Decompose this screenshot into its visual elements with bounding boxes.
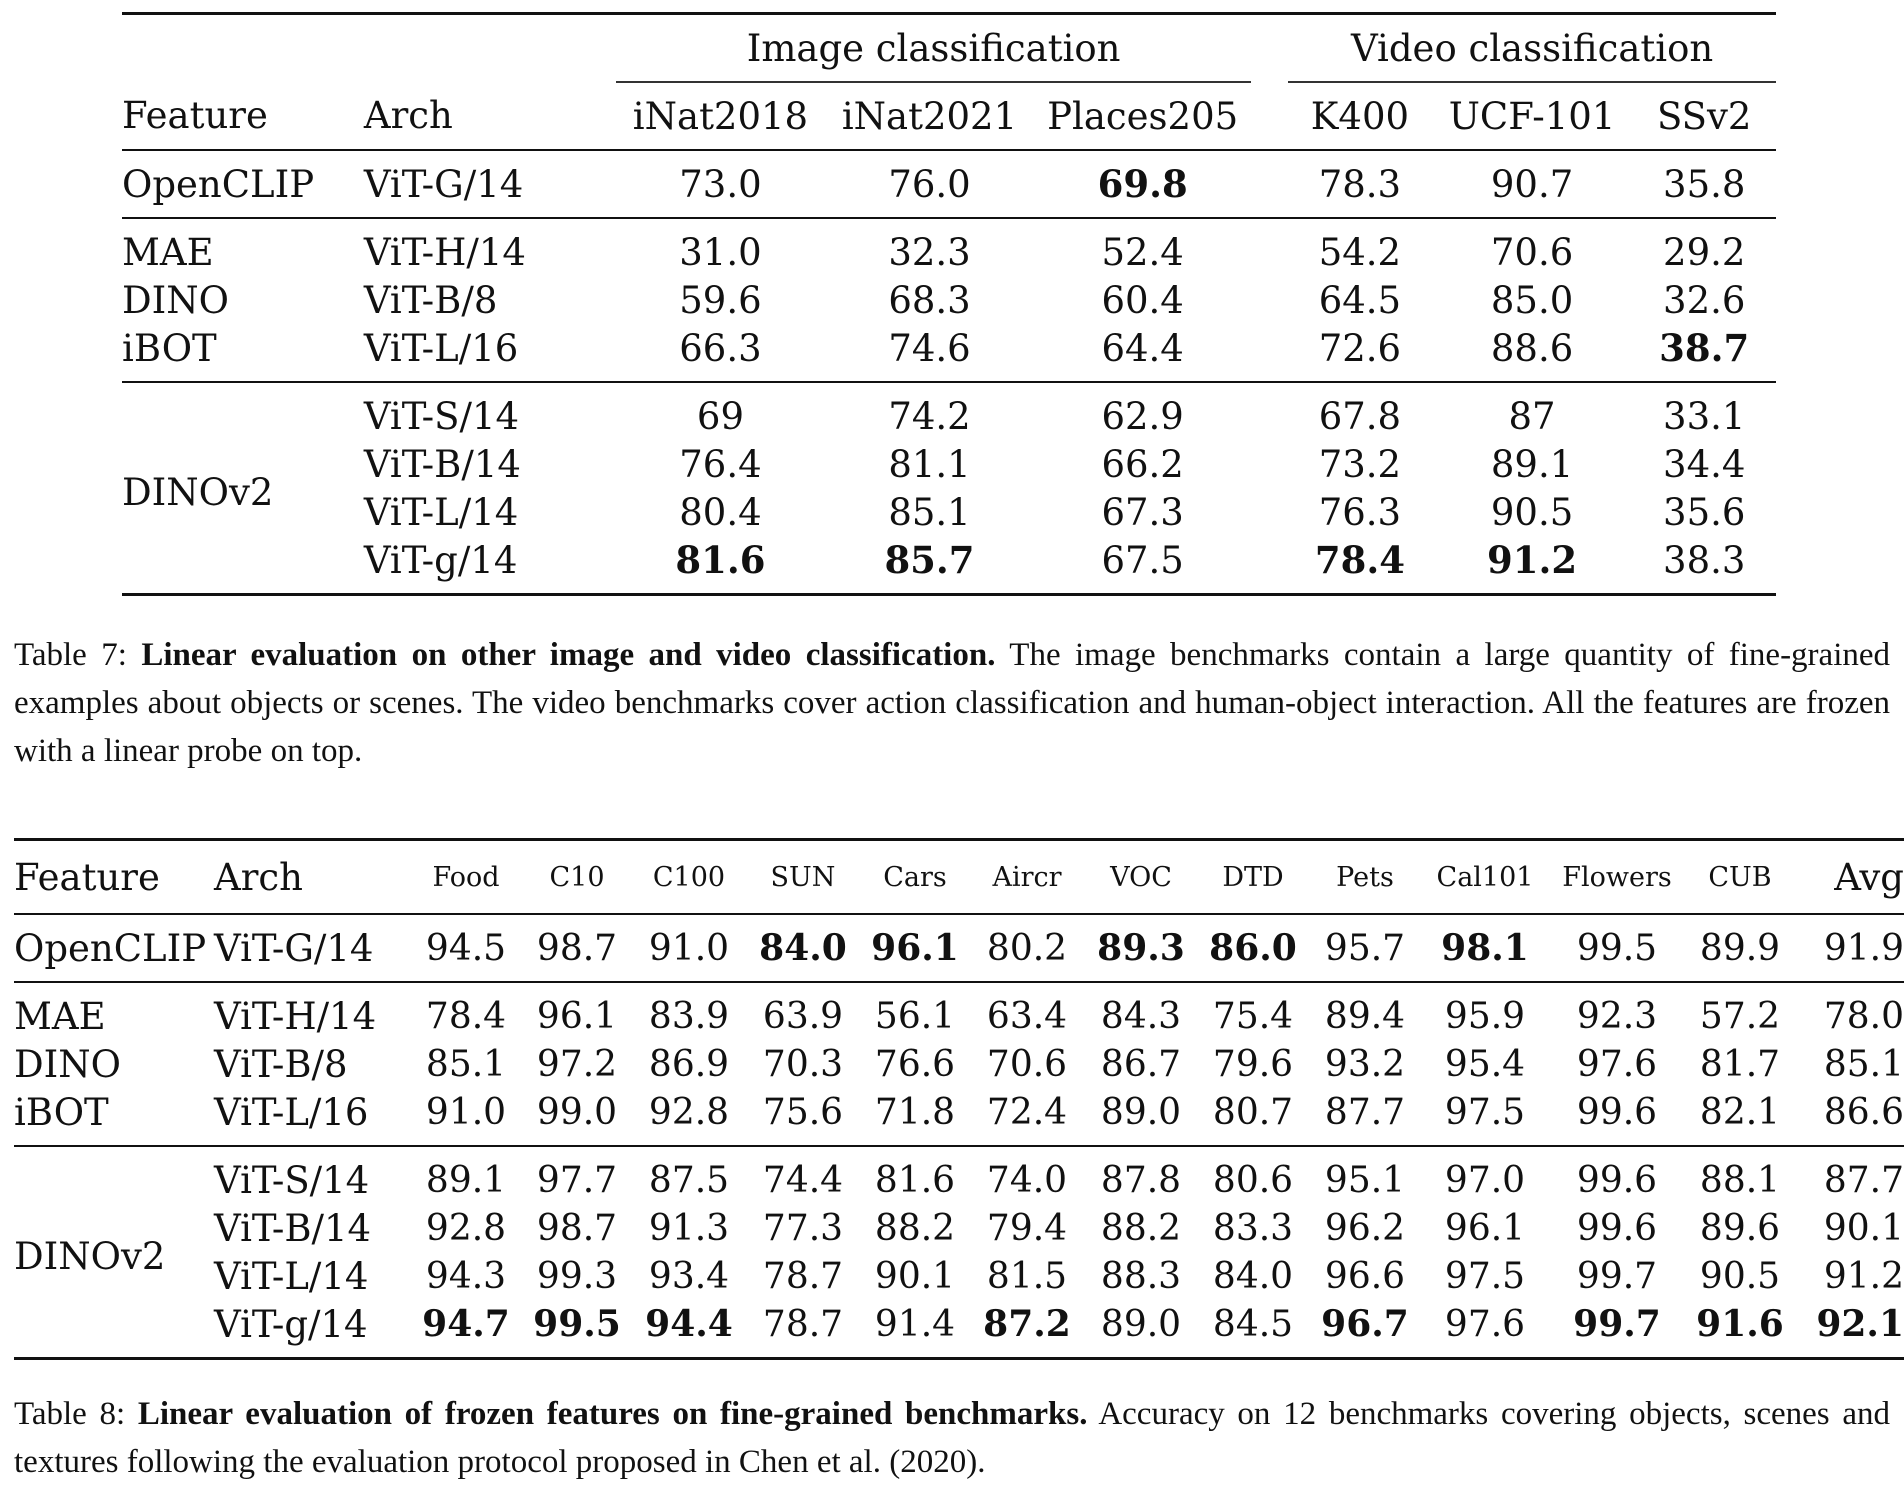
row-value: 66.3 [679, 326, 762, 370]
row-value: 73.2 [1318, 442, 1402, 486]
row-value: 98.7 [536, 1207, 618, 1249]
row-value: 71.8 [874, 1091, 956, 1133]
row-value: 87 [1508, 394, 1556, 438]
column-header-food: Food [432, 861, 500, 893]
row-value: 38.7 [1659, 326, 1750, 370]
row-value: 96.2 [1324, 1207, 1406, 1249]
row-value: 34.4 [1663, 442, 1746, 486]
row-value: 90.1 [1823, 1207, 1904, 1249]
row-value: 87.7 [1823, 1159, 1904, 1201]
row-value: 99.6 [1576, 1207, 1658, 1249]
caption-label: Table 8: [14, 1396, 138, 1432]
row-value: 80.6 [1212, 1159, 1294, 1201]
row-value: 32.6 [1663, 278, 1746, 322]
table-row [14, 1300, 1904, 1359]
row-value: 33.1 [1663, 394, 1746, 438]
row-value: 32.3 [888, 230, 971, 274]
column-header-sun: SUN [770, 861, 836, 893]
row-value: 84.5 [1212, 1303, 1294, 1345]
table-7-body [122, 150, 1776, 595]
table-row [122, 488, 1776, 536]
row-value: 83.9 [648, 995, 730, 1037]
row-value: 79.6 [1212, 1043, 1294, 1085]
row-value: 82.1 [1699, 1091, 1781, 1133]
row-value: 78.3 [1318, 162, 1402, 206]
row-value: 76.3 [1318, 490, 1402, 534]
row-value: 97.6 [1444, 1303, 1526, 1345]
column-header-c100: C100 [652, 861, 726, 893]
table-8-body [14, 914, 1904, 1359]
row-value: 90.7 [1490, 162, 1574, 206]
row-value: 98.1 [1441, 927, 1529, 969]
row-value: 78.4 [425, 995, 507, 1037]
row-value: 85.0 [1490, 278, 1574, 322]
table-row [122, 276, 1776, 324]
row-value: 54.2 [1318, 230, 1402, 274]
row-value: 52.4 [1101, 230, 1184, 274]
row-value: 78.0 [1823, 995, 1904, 1037]
row-value: 29.2 [1663, 230, 1746, 274]
caption-label: Table 7: [14, 637, 142, 673]
row-value: 67.3 [1101, 490, 1184, 534]
table-row [14, 1040, 1904, 1088]
row-value: 94.7 [422, 1303, 510, 1345]
row-value: 89.4 [1324, 995, 1406, 1037]
table-row [122, 536, 1776, 595]
column-header-pets: Pets [1336, 861, 1394, 893]
row-value: 80.7 [1212, 1091, 1294, 1133]
row-value: 56.1 [874, 995, 956, 1037]
row-value: 99.0 [536, 1091, 618, 1133]
row-value: 84.0 [759, 927, 847, 969]
table-7 [122, 12, 1776, 596]
row-value: 67.8 [1318, 394, 1402, 438]
row-value: 75.4 [1212, 995, 1294, 1037]
row-value: 95.7 [1324, 927, 1406, 969]
row-feature: MAE [14, 994, 106, 1038]
row-value: 88.6 [1490, 326, 1574, 370]
column-header-avg: Avg [1834, 855, 1904, 899]
column-header-flowers: Flowers [1562, 861, 1672, 893]
table-7-column-header-row [122, 82, 1776, 150]
row-value: 74.2 [888, 394, 971, 438]
row-value: 35.8 [1663, 162, 1746, 206]
row-feature: DINO [14, 1042, 121, 1086]
row-value: 81.7 [1699, 1043, 1781, 1085]
row-value: 85.1 [888, 490, 971, 534]
table-row [14, 914, 1904, 982]
row-value: 76.0 [888, 162, 971, 206]
row-arch: ViT-S/14 [214, 1158, 370, 1202]
row-value: 99.7 [1573, 1303, 1661, 1345]
row-arch: ViT-G/14 [363, 162, 524, 206]
table-row [122, 382, 1776, 440]
row-value: 67.5 [1101, 538, 1184, 582]
row-value: 91.4 [874, 1303, 956, 1345]
row-value: 87.7 [1324, 1091, 1406, 1133]
table-8-caption [14, 1390, 1890, 1486]
row-value: 91.9 [1823, 927, 1904, 969]
row-arch: ViT-g/14 [214, 1302, 368, 1346]
row-value: 92.3 [1576, 995, 1658, 1037]
row-value: 89.3 [1097, 927, 1185, 969]
row-arch: ViT-B/14 [214, 1206, 372, 1250]
row-value: 73.0 [679, 162, 762, 206]
row-arch: ViT-H/14 [214, 994, 377, 1038]
row-value: 96.1 [871, 927, 959, 969]
row-value: 88.3 [1100, 1255, 1182, 1297]
column-gap [1251, 382, 1288, 440]
column-header-ucf101: UCF-101 [1448, 94, 1616, 138]
row-arch: ViT-B/8 [363, 278, 498, 322]
column-header-k400: K400 [1310, 94, 1410, 138]
row-value: 70.3 [762, 1043, 844, 1085]
table-7-caption [14, 631, 1890, 775]
row-value: 72.6 [1318, 326, 1402, 370]
row-feature: OpenCLIP [122, 162, 315, 206]
table-row [122, 324, 1776, 382]
row-value: 92.1 [1816, 1303, 1904, 1345]
row-value: 98.7 [536, 927, 618, 969]
row-value: 86.0 [1209, 927, 1297, 969]
row-value: 76.6 [874, 1043, 956, 1085]
row-value: 83.3 [1212, 1207, 1294, 1249]
row-arch: ViT-L/16 [363, 326, 519, 370]
row-value: 91.2 [1823, 1255, 1904, 1297]
row-value: 80.4 [679, 490, 762, 534]
row-value: 38.3 [1663, 538, 1746, 582]
row-feature: DINO [122, 278, 229, 322]
table-row [122, 150, 1776, 218]
column-header-inat2018: iNat2018 [632, 94, 809, 138]
row-value: 99.3 [536, 1255, 618, 1297]
row-value: 95.9 [1444, 995, 1526, 1037]
column-header-c10: C10 [549, 861, 605, 893]
caption-text: Accuracy on 12 benchmarks covering objects, scenes and textures following the evaluation protocol proposed in Chen et al. (2020). [14, 1396, 1890, 1480]
table-row [14, 982, 1904, 1040]
row-value: 90.5 [1699, 1255, 1781, 1297]
column-gap [1251, 218, 1288, 276]
column-header-arch: Arch [214, 855, 303, 899]
row-value: 78.4 [1314, 538, 1405, 582]
row-value: 76.4 [679, 442, 762, 486]
group-header-image-classification: Image classification [616, 14, 1251, 83]
row-value: 70.6 [986, 1043, 1068, 1085]
row-value: 95.1 [1324, 1159, 1406, 1201]
row-value: 74.4 [762, 1159, 844, 1201]
row-value: 89.1 [1490, 442, 1574, 486]
table-7-group-header-row [122, 14, 1776, 83]
column-header-inat2021: iNat2021 [841, 94, 1018, 138]
column-header-voc: VOC [1110, 861, 1172, 893]
row-value: 92.8 [648, 1091, 730, 1133]
row-value: 97.0 [1444, 1159, 1526, 1201]
row-value: 95.4 [1444, 1043, 1526, 1085]
row-value: 66.2 [1101, 442, 1184, 486]
row-value: 97.2 [536, 1043, 618, 1085]
column-header-cal101: Cal101 [1436, 861, 1534, 893]
column-header-aircr: Aircr [992, 861, 1062, 893]
row-value: 91.0 [425, 1091, 507, 1133]
row-arch: ViT-g/14 [363, 538, 518, 582]
row-value: 92.8 [425, 1207, 507, 1249]
table-row [122, 218, 1776, 276]
row-value: 69.8 [1097, 162, 1188, 206]
column-header-feature: Feature [14, 855, 160, 899]
column-gap [1251, 536, 1288, 595]
row-value: 78.7 [762, 1255, 844, 1297]
row-value: 89.1 [425, 1159, 507, 1201]
row-value: 68.3 [888, 278, 971, 322]
row-value: 93.2 [1324, 1043, 1406, 1085]
column-gap [1251, 324, 1288, 382]
row-value: 90.1 [874, 1255, 956, 1297]
column-header-dtd: DTD [1222, 861, 1284, 893]
row-arch: ViT-L/14 [363, 490, 519, 534]
column-gap [1251, 276, 1288, 324]
row-arch: ViT-L/14 [214, 1254, 369, 1298]
row-value: 81.6 [874, 1159, 956, 1201]
row-value: 96.7 [1321, 1303, 1409, 1345]
row-value: 91.0 [648, 927, 730, 969]
row-value: 87.5 [648, 1159, 730, 1201]
row-value: 89.0 [1100, 1303, 1182, 1345]
row-value: 96.1 [536, 995, 618, 1037]
row-value: 79.4 [986, 1207, 1068, 1249]
table-row [14, 1252, 1904, 1300]
row-value: 94.3 [425, 1255, 507, 1297]
row-value: 57.2 [1699, 995, 1781, 1037]
column-gap [1251, 488, 1288, 536]
row-feature: DINOv2 [122, 471, 274, 514]
row-value: 99.6 [1576, 1091, 1658, 1133]
row-value: 97.5 [1444, 1091, 1526, 1133]
row-value: 97.6 [1576, 1043, 1658, 1085]
row-value: 81.6 [675, 538, 766, 582]
row-value: 93.4 [648, 1255, 730, 1297]
row-value: 89.6 [1699, 1207, 1781, 1249]
table-row [14, 1204, 1904, 1252]
row-value: 77.3 [762, 1207, 844, 1249]
row-value: 69 [696, 394, 744, 438]
row-value: 99.5 [1576, 927, 1658, 969]
row-value: 74.6 [888, 326, 971, 370]
row-value: 99.5 [533, 1303, 621, 1345]
row-value: 84.3 [1100, 995, 1182, 1037]
row-feature: MAE [122, 230, 214, 274]
column-header-ssv2: SSv2 [1656, 94, 1752, 138]
row-value: 89.9 [1699, 927, 1781, 969]
row-value: 75.6 [762, 1091, 844, 1133]
row-value: 62.9 [1101, 394, 1184, 438]
row-value: 70.6 [1490, 230, 1574, 274]
table-8-column-header-row [14, 840, 1904, 915]
row-arch: ViT-B/14 [363, 442, 521, 486]
row-value: 91.6 [1696, 1303, 1784, 1345]
row-value: 84.0 [1212, 1255, 1294, 1297]
caption-title: Linear evaluation of frozen features on fine-grained benchmarks. [137, 1396, 1088, 1432]
table-row [14, 1088, 1904, 1146]
row-arch: ViT-L/16 [214, 1090, 369, 1134]
row-value: 96.1 [1444, 1207, 1526, 1249]
row-arch: ViT-G/14 [214, 926, 374, 970]
caption-title: Linear evaluation on other image and video classification. [141, 637, 996, 673]
row-value: 72.4 [986, 1091, 1068, 1133]
row-value: 31.0 [679, 230, 762, 274]
row-value: 74.0 [986, 1159, 1068, 1201]
row-value: 64.4 [1101, 326, 1184, 370]
row-value: 88.2 [1100, 1207, 1182, 1249]
row-value: 97.7 [536, 1159, 618, 1201]
row-value: 87.2 [983, 1303, 1071, 1345]
column-header-cub: CUB [1708, 861, 1772, 893]
row-value: 91.3 [648, 1207, 730, 1249]
row-value: 89.0 [1100, 1091, 1182, 1133]
row-value: 81.1 [888, 442, 971, 486]
column-header-arch: Arch [363, 94, 453, 137]
group-header-video-classification: Video classification [1288, 14, 1776, 83]
caption-text: The image benchmarks contain a large quantity of fine-grained examples about objects or scenes. The video benchmarks cover action classification and human-object interaction. All the features are frozen with a linear probe on top. [14, 637, 1891, 769]
row-feature: iBOT [122, 326, 217, 370]
column-header-places205: Places205 [1047, 94, 1239, 138]
row-value: 78.7 [762, 1303, 844, 1345]
column-header-feature: Feature [122, 94, 268, 137]
row-value: 59.6 [679, 278, 762, 322]
row-feature: OpenCLIP [14, 926, 207, 970]
row-feature: DINOv2 [14, 1235, 166, 1278]
row-value: 81.5 [986, 1255, 1068, 1297]
row-value: 94.4 [645, 1303, 733, 1345]
row-value: 91.2 [1487, 538, 1578, 582]
table-8 [14, 838, 1904, 1360]
row-value: 99.6 [1576, 1159, 1658, 1201]
row-value: 80.2 [986, 927, 1068, 969]
row-arch: ViT-B/8 [214, 1042, 348, 1086]
row-value: 63.9 [762, 995, 844, 1037]
row-value: 88.2 [874, 1207, 956, 1249]
column-gap [1251, 440, 1288, 488]
row-value: 99.7 [1576, 1255, 1658, 1297]
row-value: 64.5 [1318, 278, 1402, 322]
row-value: 86.9 [648, 1043, 730, 1085]
row-value: 87.8 [1100, 1159, 1182, 1201]
row-arch: ViT-S/14 [363, 394, 520, 438]
row-value: 94.5 [425, 927, 507, 969]
row-arch: ViT-H/14 [363, 230, 526, 274]
row-value: 85.1 [425, 1043, 507, 1085]
column-gap [1251, 150, 1288, 218]
row-value: 96.6 [1324, 1255, 1406, 1297]
row-feature: iBOT [14, 1090, 109, 1134]
row-value: 90.5 [1490, 490, 1574, 534]
column-header-cars: Cars [883, 861, 947, 893]
row-value: 88.1 [1699, 1159, 1781, 1201]
row-value: 35.6 [1663, 490, 1746, 534]
row-value: 60.4 [1101, 278, 1184, 322]
table-row [122, 440, 1776, 488]
row-value: 86.7 [1100, 1043, 1182, 1085]
row-value: 85.7 [884, 538, 975, 582]
row-value: 97.5 [1444, 1255, 1526, 1297]
row-value: 86.6 [1823, 1091, 1904, 1133]
row-value: 63.4 [986, 995, 1068, 1037]
row-value: 85.1 [1823, 1043, 1904, 1085]
table-row [14, 1146, 1904, 1204]
